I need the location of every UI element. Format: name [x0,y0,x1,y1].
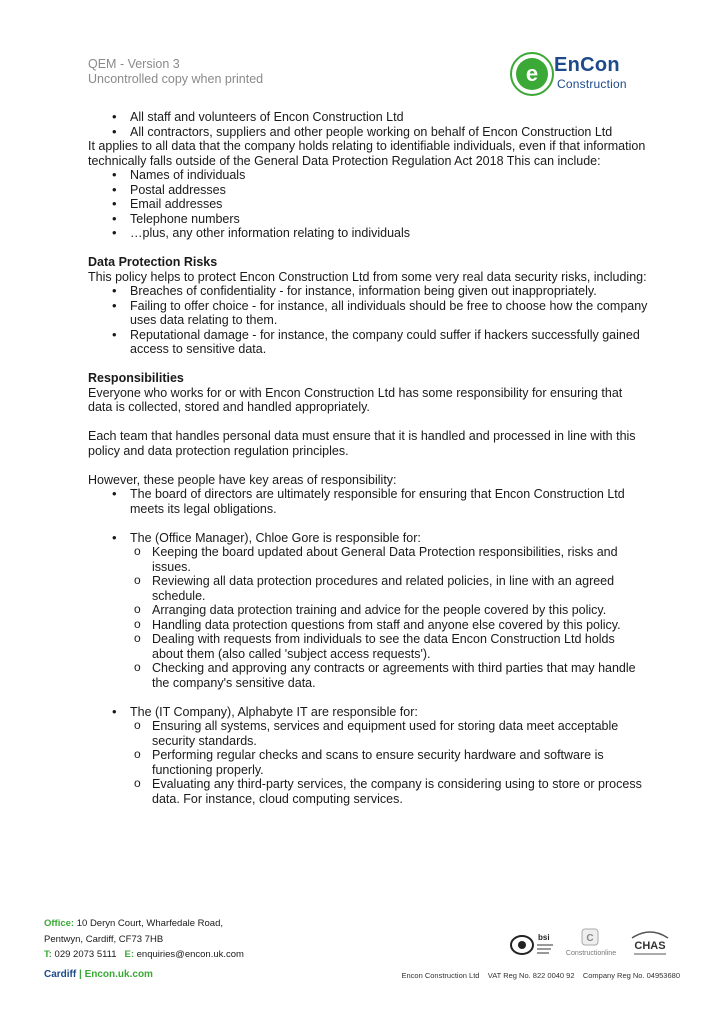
document-body [88,110,648,806]
encon-logo [510,50,660,100]
footer-contact [44,916,244,963]
applies-paragraph: It applies to all data that the company holds relating to identifiable individuals, even if that information technically falls outside of the General Data Protection Regulation Act 2018 This can include: [88,139,646,168]
list-item: • Telephone numbers [88,212,648,227]
responsibilities-paragraph-2: Each team that handles personal data must ensure that it is handled and processed in line with this policy and data protection regulation principles. [88,429,636,458]
email-address: enquiries@encon.uk.com [133,949,244,960]
list-item: o Performing regular checks and scans to ensure security hardware and software is functioning properly. [130,748,648,777]
list-item: o Ensuring all systems, services and equipment used for storing data meet acceptable security standards. [130,719,648,748]
phone-number: 029 2073 5111 [51,949,117,960]
office-address-line-1: 10 Deryn Court, Wharfedale Road, [74,918,223,929]
data-types-list [88,168,648,241]
board-item [88,487,648,531]
version-label: QEM - Version 3 [88,57,180,71]
logo-wordmark: EnCon [554,54,620,76]
logo-subtitle: Construction [557,77,627,91]
list-item: • Postal addresses [88,183,648,198]
list-item: • All staff and volunteers of Encon Construction Ltd [88,110,648,125]
responsibilities-heading: Responsibilities [88,371,184,385]
site-separator: | [76,969,85,980]
constructionline-label: Constructionline [565,950,617,957]
list-item: • Names of individuals [88,168,648,183]
encon-e-icon [510,52,554,96]
list-item: • Breaches of confidentiality - for instance, information being given out inappropriately. [88,284,648,299]
list-item: • Failing to offer choice - for instance, all individuals should be free to choose how the company uses data relating to them. [88,299,648,328]
list-item: o Arranging data protection training and advice for the people covered by this policy. [130,603,648,618]
constructionline-badge-icon [562,928,620,962]
responsibilities-paragraph-3: However, these people have key areas of responsibility: [88,472,397,487]
bsi-label: bsi [538,933,550,942]
email-label: E: [124,949,134,960]
risks-list [88,284,648,357]
list-item: • All contractors, suppliers and other people working on behalf of Encon Construction Ltd [88,125,648,140]
risks-intro: This policy helps to protect Encon Construction Ltd from some very real data security risks, including: [88,269,647,284]
city-label: Cardiff [44,969,77,980]
responsibilities-paragraph-1: Everyone who works for or with Encon Construction Ltd has some responsibility for ensuring that data is collected, stored and handled appropriately. [88,385,623,414]
office-label: Office: [44,918,75,929]
footer-site [44,969,153,980]
roles-list [88,487,648,806]
phone-label: T: [44,949,52,960]
bsi-badge-icon [508,928,556,962]
list-item: o Reviewing all data protection procedures and related policies, in line with an agreed schedule. [130,574,648,603]
list-item: o Handling data protection questions from staff and anyone else covered by this policy. [130,618,648,633]
document-header [88,57,263,87]
list-item: • …plus, any other information relating to individuals [88,226,648,241]
it-company-text: The (IT Company), Alphabyte IT are responsible for: [130,704,418,719]
list-item: o Dealing with requests from individuals to see the data Encon Construction Ltd holds about them (also called 'subject access requests'). [130,632,648,661]
chas-badge-icon [624,928,676,962]
company-registration: Encon Construction Ltd VAT Reg No. 822 0040 92 Company Reg No. 04953680 [401,971,680,980]
chas-label: CHAS [634,940,666,952]
office-manager-text: The (Office Manager), Chloe Gore is responsible for: [130,530,421,545]
svg-text:C: C [586,933,594,944]
svg-text:e: e [525,61,539,86]
list-item: • Email addresses [88,197,648,212]
office-manager-item [88,531,648,705]
office-address-line-2: Pentwyn, Cardiff, CF73 7HB [44,933,164,945]
it-company-item [88,705,648,807]
scope-list [88,110,648,139]
accreditation-badges [508,928,678,962]
copy-note: Uncontrolled copy when printed [88,72,264,86]
office-manager-duties [130,545,648,690]
list-item: o Evaluating any third-party services, the company is considering using to store or process data. For instance, cloud computing services. [130,777,648,806]
list-item: • Reputational damage - for instance, the company could suffer if hackers successfully gained access to sensitive data. [88,328,648,357]
list-item: o Checking and approving any contracts or agreements with third parties that may handle the company's sensitive data. [130,661,648,690]
website-link[interactable]: Encon.uk.com [84,969,153,980]
risks-heading: Data Protection Risks [88,255,218,269]
list-item: o Keeping the board updated about General Data Protection responsibilities, risks and issues. [130,545,648,574]
it-company-duties [130,719,648,806]
board-text: The board of directors are ultimately responsible for ensuring that Encon Construction Ltd meets its legal obligations. [130,487,625,516]
